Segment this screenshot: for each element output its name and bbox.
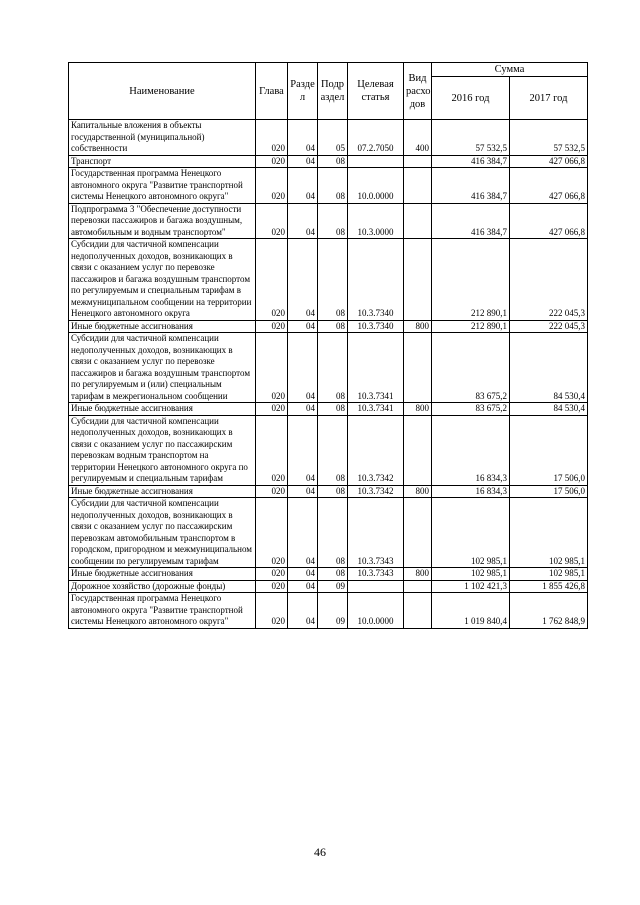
cell-vid (404, 168, 432, 204)
table-row (69, 320, 588, 333)
cell-name: Подпрограмма 3 "Обеспечение доступности перевозки пассажиров и багажа воздушным, автомобильным и водным транспортом" (69, 203, 256, 239)
table-row (69, 120, 588, 156)
table-row (69, 485, 588, 498)
cell-name: Иные бюджетные ассигнования (69, 320, 256, 333)
cell-y2016: 16 834,3 (432, 415, 510, 485)
page-number: 46 (314, 845, 326, 859)
cell-y2017: 222 045,3 (510, 320, 588, 333)
cell-podrazdel: 05 (318, 120, 348, 156)
cell-y2016: 212 890,1 (432, 320, 510, 333)
cell-target: 07.2.7050 (348, 120, 404, 156)
cell-name: Субсидии для частичной компенсации недополученных доходов, возникающих в связи с оказанием услуг по перевозке пассажиров и багажа воздушным транспортом по регулируемым и специальным тарифам в межмуниципальном сообщении на территории Ненецкого автономного округа (69, 239, 256, 321)
cell-razdel: 04 (288, 568, 318, 581)
cell-podrazdel: 09 (318, 593, 348, 629)
cell-name: Государственная программа Ненецкого автономного округа "Развитие транспортной системы Ненецкого автономного округа" (69, 168, 256, 204)
cell-name: Иные бюджетные ассигнования (69, 568, 256, 581)
cell-vid (404, 593, 432, 629)
table-body (69, 120, 588, 629)
cell-razdel: 04 (288, 155, 318, 168)
cell-y2016: 416 384,7 (432, 203, 510, 239)
cell-glava: 020 (256, 403, 288, 416)
cell-y2017: 102 985,1 (510, 568, 588, 581)
cell-target: 10.3.7341 (348, 403, 404, 416)
cell-target: 10.0.0000 (348, 593, 404, 629)
cell-razdel: 04 (288, 168, 318, 204)
cell-razdel: 04 (288, 403, 318, 416)
cell-podrazdel: 08 (318, 403, 348, 416)
cell-razdel: 04 (288, 320, 318, 333)
header-summa: Сумма (432, 63, 588, 77)
table-row (69, 415, 588, 485)
cell-y2017: 427 066,8 (510, 168, 588, 204)
cell-y2017: 17 506,0 (510, 415, 588, 485)
cell-podrazdel: 08 (318, 333, 348, 403)
cell-vid (404, 203, 432, 239)
cell-glava: 020 (256, 593, 288, 629)
cell-target: 10.3.0000 (348, 203, 404, 239)
cell-glava: 020 (256, 580, 288, 593)
cell-vid (404, 498, 432, 568)
cell-y2017: 84 530,4 (510, 333, 588, 403)
cell-podrazdel: 08 (318, 239, 348, 321)
table-row (69, 403, 588, 416)
cell-glava: 020 (256, 415, 288, 485)
header-name: Наименование (69, 63, 256, 120)
table-row (69, 580, 588, 593)
cell-target: 10.3.7341 (348, 333, 404, 403)
cell-razdel: 04 (288, 415, 318, 485)
cell-podrazdel: 08 (318, 320, 348, 333)
cell-razdel: 04 (288, 593, 318, 629)
cell-name: Иные бюджетные ассигнования (69, 485, 256, 498)
cell-y2017: 222 045,3 (510, 239, 588, 321)
cell-glava: 020 (256, 203, 288, 239)
cell-razdel: 04 (288, 580, 318, 593)
table-row (69, 593, 588, 629)
cell-glava: 020 (256, 320, 288, 333)
cell-y2016: 416 384,7 (432, 168, 510, 204)
cell-name: Государственная программа Ненецкого автономного округа "Развитие транспортной системы Ненецкого автономного округа" (69, 593, 256, 629)
cell-y2016: 102 985,1 (432, 568, 510, 581)
cell-y2017: 102 985,1 (510, 498, 588, 568)
cell-podrazdel: 08 (318, 168, 348, 204)
table-header (69, 63, 588, 120)
table-row (69, 203, 588, 239)
cell-podrazdel: 08 (318, 485, 348, 498)
cell-vid: 800 (404, 485, 432, 498)
cell-razdel: 04 (288, 498, 318, 568)
cell-target: 10.3.7343 (348, 568, 404, 581)
cell-y2017: 427 066,8 (510, 155, 588, 168)
table-row (69, 155, 588, 168)
cell-glava: 020 (256, 485, 288, 498)
header-razdel: Разде л (288, 63, 318, 120)
cell-razdel: 04 (288, 485, 318, 498)
cell-y2016: 212 890,1 (432, 239, 510, 321)
cell-y2017: 1 762 848,9 (510, 593, 588, 629)
cell-target: 10.3.7340 (348, 239, 404, 321)
table-row (69, 168, 588, 204)
table-row (69, 498, 588, 568)
cell-y2016: 83 675,2 (432, 333, 510, 403)
header-podrazdel: Подр аздел (318, 63, 348, 120)
cell-vid: 400 (404, 120, 432, 156)
cell-vid (404, 415, 432, 485)
cell-name: Дорожное хозяйство (дорожные фонды) (69, 580, 256, 593)
cell-razdel: 04 (288, 203, 318, 239)
cell-glava: 020 (256, 120, 288, 156)
cell-glava: 020 (256, 168, 288, 204)
cell-y2017: 57 532,5 (510, 120, 588, 156)
cell-podrazdel: 08 (318, 415, 348, 485)
cell-glava: 020 (256, 239, 288, 321)
cell-y2016: 83 675,2 (432, 403, 510, 416)
cell-podrazdel: 08 (318, 203, 348, 239)
cell-y2017: 427 066,8 (510, 203, 588, 239)
cell-glava: 020 (256, 155, 288, 168)
cell-podrazdel: 08 (318, 498, 348, 568)
cell-name: Иные бюджетные ассигнования (69, 403, 256, 416)
cell-podrazdel: 09 (318, 580, 348, 593)
table-row (69, 568, 588, 581)
table-row (69, 239, 588, 321)
cell-vid (404, 239, 432, 321)
cell-name: Субсидии для частичной компенсации недополученных доходов, возникающих в связи с оказанием услуг по перевозке пассажиров и багажа воздушным транспортом по регулируемым и (или) специальным тарифам в межрегиональном сообщении (69, 333, 256, 403)
header-vid: Вид расхо дов (404, 63, 432, 120)
cell-razdel: 04 (288, 333, 318, 403)
header-target: Целевая статья (348, 63, 404, 120)
cell-vid (404, 155, 432, 168)
cell-y2016: 16 834,3 (432, 485, 510, 498)
cell-y2017: 17 506,0 (510, 485, 588, 498)
cell-y2016: 1 019 840,4 (432, 593, 510, 629)
header-2017: 2017 год (510, 77, 588, 120)
cell-target: 10.3.7343 (348, 498, 404, 568)
cell-vid (404, 333, 432, 403)
cell-target: 10.3.7342 (348, 485, 404, 498)
cell-razdel: 04 (288, 120, 318, 156)
cell-podrazdel: 08 (318, 568, 348, 581)
cell-razdel: 04 (288, 239, 318, 321)
cell-vid (404, 580, 432, 593)
cell-name: Субсидии для частичной компенсации недополученных доходов, возникающих в связи с оказанием услуг по пассажирским перевозкам водным транспортом на территории Ненецкого автономного округа по регулируемым и специальным тарифам (69, 415, 256, 485)
budget-table (68, 62, 588, 629)
cell-target (348, 155, 404, 168)
cell-vid: 800 (404, 403, 432, 416)
cell-vid: 800 (404, 320, 432, 333)
cell-name: Субсидии для частичной компенсации недополученных доходов, возникающих в связи с оказанием услуг по пассажирским перевозкам автомобильным транспортом в городском, пригородном и межмуниципальном сообщении по регулируемым тарифам (69, 498, 256, 568)
cell-glava: 020 (256, 568, 288, 581)
cell-target: 10.0.0000 (348, 168, 404, 204)
cell-y2016: 1 102 421,3 (432, 580, 510, 593)
cell-target: 10.3.7342 (348, 415, 404, 485)
cell-glava: 020 (256, 498, 288, 568)
table-row (69, 333, 588, 403)
cell-y2016: 416 384,7 (432, 155, 510, 168)
cell-podrazdel: 08 (318, 155, 348, 168)
cell-y2016: 102 985,1 (432, 498, 510, 568)
cell-name: Капитальные вложения в объекты государственной (муниципальной) собственности (69, 120, 256, 156)
cell-y2017: 1 855 426,8 (510, 580, 588, 593)
header-2016: 2016 год (432, 77, 510, 120)
cell-y2017: 84 530,4 (510, 403, 588, 416)
cell-glava: 020 (256, 333, 288, 403)
cell-name: Транспорт (69, 155, 256, 168)
cell-target (348, 580, 404, 593)
cell-vid: 800 (404, 568, 432, 581)
cell-target: 10.3.7340 (348, 320, 404, 333)
cell-y2016: 57 532,5 (432, 120, 510, 156)
header-glava: Глава (256, 63, 288, 120)
